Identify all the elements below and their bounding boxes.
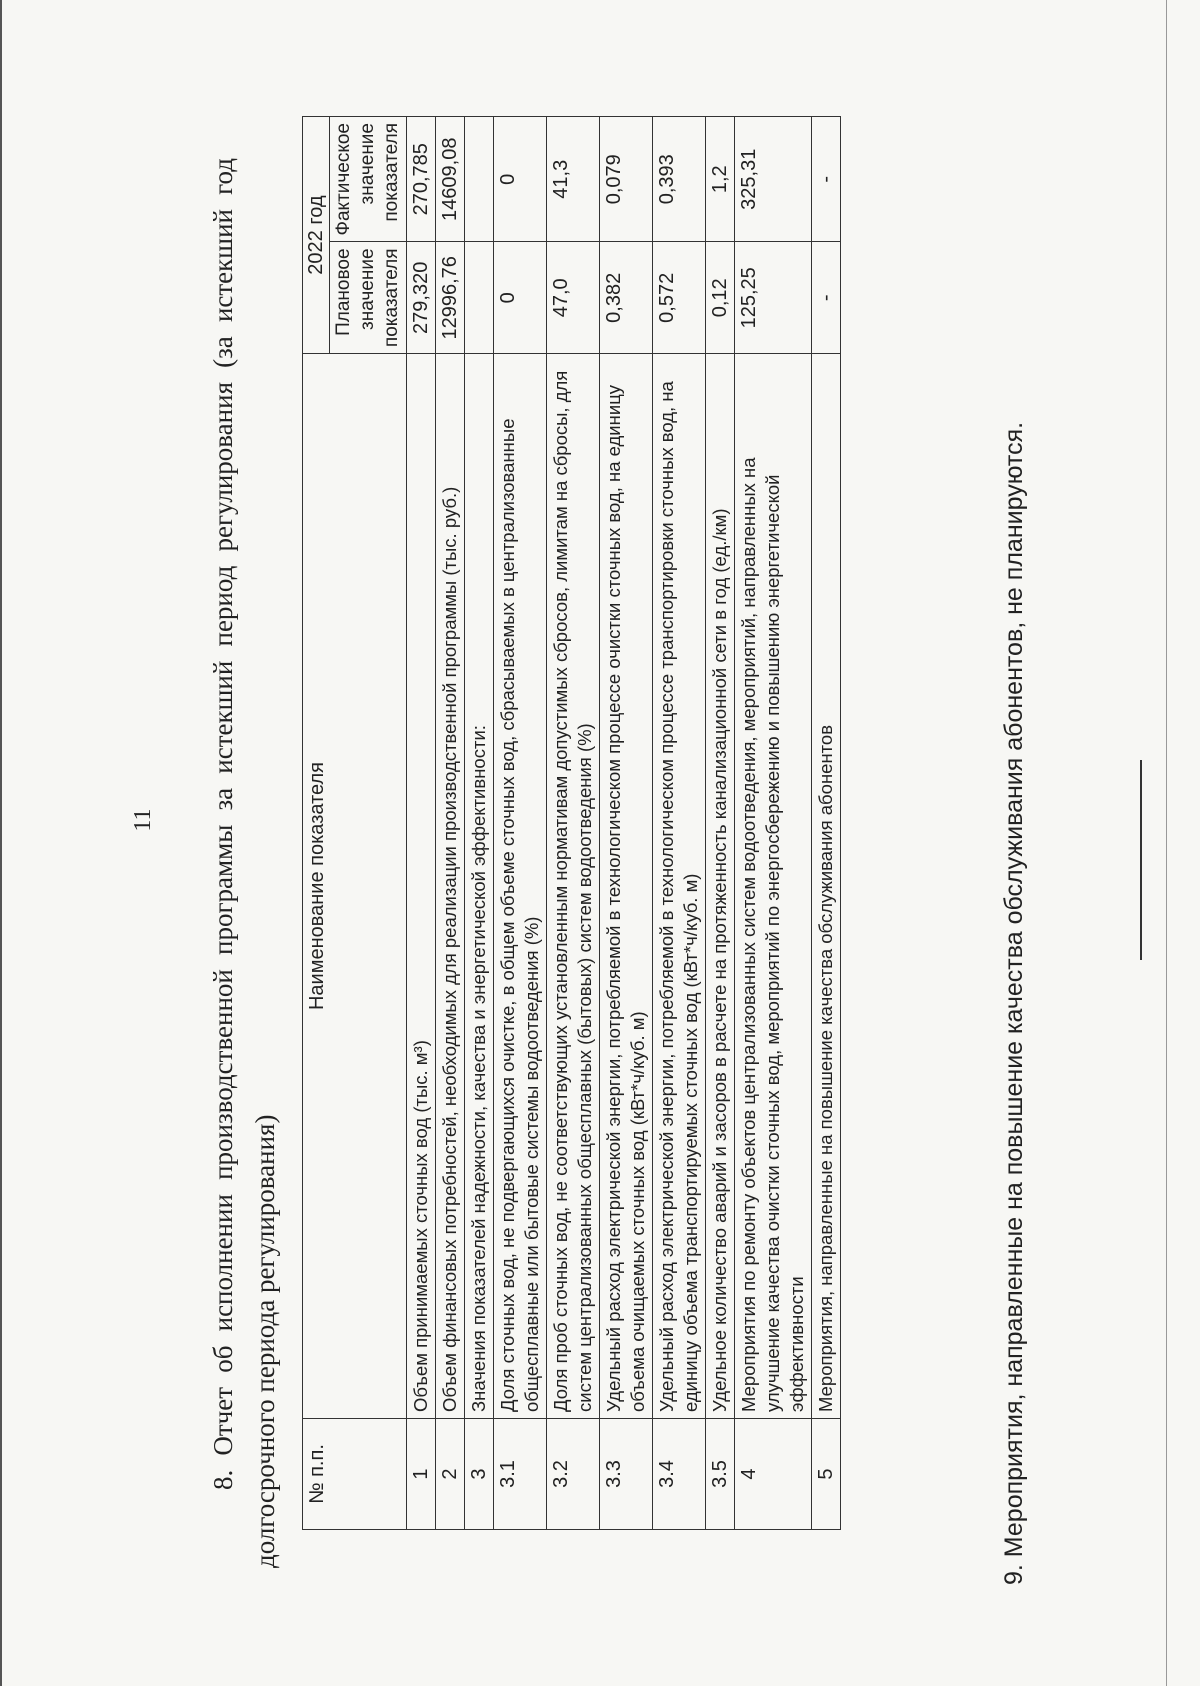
planned-value: 0,572 [653,242,706,354]
planned-value: 47,0 [547,242,600,354]
header-actual: Фактическое значение показателя [330,117,407,242]
indicator-name: Значения показателей надежности, качества и энергетической эффективности: [465,354,494,1419]
indicator-name: Удельное количество аварий и засоров в расчете на протяженность канализационной сети в год (ед./км) [706,354,735,1419]
table-row [600,117,653,1530]
row-number: 3.2 [547,1419,600,1530]
actual-value: 0,079 [600,117,653,242]
actual-value: 1,2 [706,117,735,242]
indicator-name: Доля проб сточных вод, не соответствующих установленным нормативам допустимых сбросов, лимитам на сбросы, для систем централизованных общесплавных (бытовых) систем водоотведения (%) [547,354,600,1419]
actual-value: 325,31 [735,117,812,242]
rotated-content [130,50,1070,1590]
header-indicator-name: Наименование показателя [303,354,407,1419]
table-row [735,117,812,1530]
actual-value: 270,785 [407,117,436,242]
planned-value [465,242,494,354]
planned-value: 0,382 [600,242,653,354]
row-number: 4 [735,1419,812,1530]
table-row [812,117,841,1530]
table-row [706,117,735,1530]
header-year: 2022 год [303,117,330,354]
section-title: 8. Отчет об исполнении производственной программы за истекший период регулирования (за истекший год долгосрочного периода регулирования) [208,158,280,1568]
actual-value [465,117,494,242]
actual-value: - [812,117,841,242]
planned-value: 279,320 [407,242,436,354]
table-row [465,117,494,1530]
row-number: 2 [436,1419,465,1530]
row-number: 3.3 [600,1419,653,1530]
table-row [547,117,600,1530]
indicator-name: Мероприятия, направленные на повышение качества обслуживания абонентов [812,354,841,1419]
bottom-note: 9. Мероприятия, направленные на повышение качества обслуживания абонентов, не планируются. [1000,421,1028,1585]
table-row [407,117,436,1530]
planned-value: 12996,76 [436,242,465,354]
scan-left-edge [0,0,2,1686]
indicator-name: Доля сточных вод, не подвергающихся очистке, в общем объеме сточных вод, сбрасываемых в централизованные общесплавные или бытовые системы водоотведения (%) [494,354,547,1419]
table-row [653,117,706,1530]
planned-value: - [812,242,841,354]
planned-value: 125,25 [735,242,812,354]
indicator-name: Мероприятия по ремонту объектов централизованных систем водоотведения, мероприятий, направленных на улучшение качества очистки сточных вод, мероприятий по энергосбережению и повышению энергетической эффективности [735,354,812,1419]
separator-line [1140,760,1142,960]
actual-value: 41,3 [547,117,600,242]
row-number: 3.1 [494,1419,547,1530]
planned-value: 0 [494,242,547,354]
table-row [494,117,547,1530]
indicator-name: Объем принимаемых сточных вод (тыс. м³) [407,354,436,1419]
header-number: № п.п. [303,1419,407,1530]
actual-value: 0,393 [653,117,706,242]
row-number: 3 [465,1419,494,1530]
table-body [407,117,841,1530]
row-number: 3.5 [706,1419,735,1530]
row-number: 1 [407,1419,436,1530]
table-row [436,117,465,1530]
row-number: 3.4 [653,1419,706,1530]
header-planned: Плановое значение показателя [330,242,407,354]
indicator-name: Удельный расход электрической энергии, потребляемой в технологическом процессе транспортировки сточных вод, на единицу объема транспортируемых сточных вод (кВт*ч/куб. м) [653,354,706,1419]
report-table [302,116,841,1530]
row-number: 5 [812,1419,841,1530]
actual-value: 14609,08 [436,117,465,242]
indicator-name: Объем финансовых потребностей, необходимых для реализации производственной программы (тыс. руб.) [436,354,465,1419]
indicator-name: Удельный расход электрической энергии, потребляемой в технологическом процессе очистки сточных вод, на единицу объема очищаемых сточных вод (кВт*ч/куб. м) [600,354,653,1419]
scan-right-edge [1166,0,1167,1686]
actual-value: 0 [494,117,547,242]
planned-value: 0,12 [706,242,735,354]
page-number: 11 [130,808,156,832]
